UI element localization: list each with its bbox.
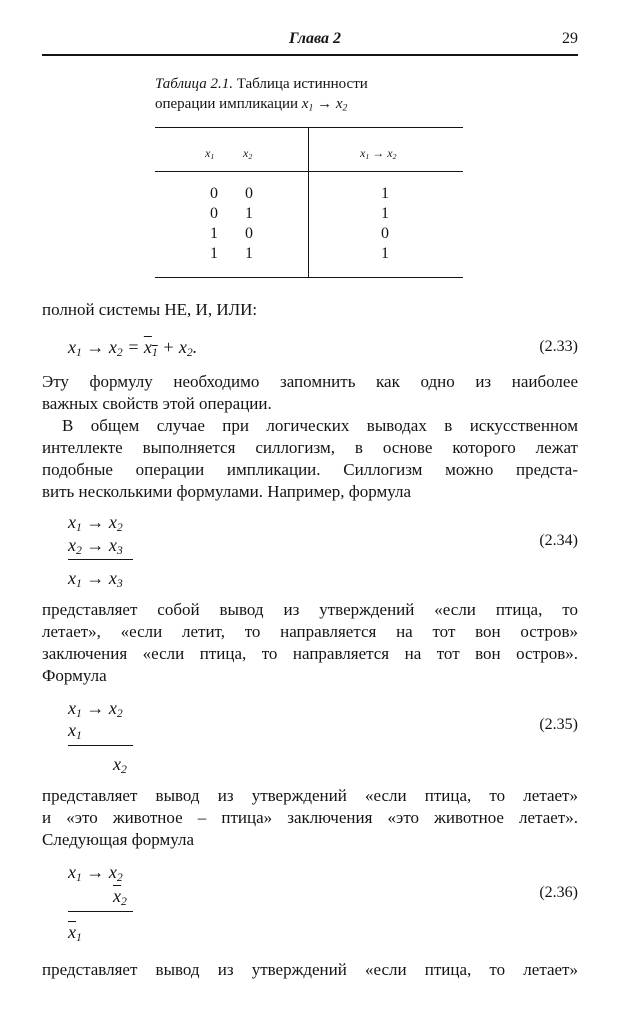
text-line: полной системы НЕ, И, ИЛИ: xyxy=(42,300,258,319)
table-caption-label: Таблица 2.1. xyxy=(155,76,233,92)
formula-rule xyxy=(68,911,133,912)
table-cell: 0 xyxy=(245,185,253,202)
formula-premise: $x_1 \to x_2$ xyxy=(68,512,123,534)
equation-number-2-34: (2.34) xyxy=(539,532,578,549)
table-header-x1: $x_1$ xyxy=(205,146,215,161)
text-line: представляет вывод из утверждений «если птица, то летает» xyxy=(42,960,578,979)
text-line: подобные операции импликации. Силлогизм можно предста- xyxy=(42,460,578,479)
text-line: важных свойств этой операции. xyxy=(42,394,272,413)
text-line: заключения «если птица, то направляется на тот вон остров». xyxy=(42,644,578,663)
equation-number-2-36: (2.36) xyxy=(539,884,578,901)
header-rule xyxy=(42,54,578,56)
table-cell: 1 xyxy=(245,245,253,262)
formula-conclusion: $x_2$ xyxy=(113,754,127,776)
formula-premise: $x_1$ xyxy=(68,720,82,742)
table-cell: 1 xyxy=(381,185,389,202)
table-header-x2: $x_2$ xyxy=(243,146,253,161)
table-head-rule xyxy=(155,171,463,172)
table-cell: 1 xyxy=(210,245,218,262)
text-line: представляет вывод из утверждений «если птица, то летает» xyxy=(42,786,578,805)
text-line: Формула xyxy=(42,666,107,685)
table-caption-line1 xyxy=(155,76,368,93)
formula-premise: $x_1 \to x_2$ xyxy=(68,862,123,884)
text-line: В общем случае при логических выводах в искусственном xyxy=(62,416,578,435)
text-line: представляет собой вывод из утверждений «если птица, то xyxy=(42,600,578,619)
formula-rule xyxy=(68,559,133,560)
table-cell: 1 xyxy=(210,225,218,242)
formula-premise: $x_2 \to x_3$ xyxy=(68,535,123,557)
text-line: интеллекте выполняется силлогизм, в основе которого лежат xyxy=(42,438,578,457)
table-caption-title: Таблица истинности xyxy=(232,76,368,92)
text-line: Следующая формула xyxy=(42,830,194,849)
text-line: Эту формулу необходимо запомнить как одно из наиболее xyxy=(42,372,578,391)
equation-number-2-35: (2.35) xyxy=(539,716,578,733)
formula-conclusion: $x_1 \to x_3$ xyxy=(68,568,123,590)
table-cell: 0 xyxy=(381,225,389,242)
formula-premise: $\overline{x}_2$ xyxy=(113,886,127,908)
formula-2-33: $x_1 \to x_2 = x_1 + x_2$. xyxy=(68,337,198,359)
table-column-divider xyxy=(308,128,309,277)
formula-conclusion: $\overline{x}_1$ xyxy=(68,922,82,944)
text-line: и «это животное – птица» заключения «это животное летает». xyxy=(42,808,578,827)
chapter-title: Глава 2 xyxy=(288,30,342,47)
table-cell: 0 xyxy=(210,205,218,222)
table-cell: 0 xyxy=(210,185,218,202)
table-cell: 0 xyxy=(245,225,253,242)
table-caption-text: операции импликации xyxy=(155,96,299,112)
table-cell: 1 xyxy=(381,245,389,262)
page-number: 29 xyxy=(562,30,578,47)
table-caption-formula: $x_1 \to x_2$ xyxy=(301,96,348,114)
text-line: летает», «если летит, то направляется на тот вон остров» xyxy=(42,622,578,641)
table-cell: 1 xyxy=(245,205,253,222)
table-bottom-rule xyxy=(155,277,463,278)
table-header-result: $x_1 \to x_2$ xyxy=(360,146,397,161)
text-line: вить несколькими формулами. Например, формула xyxy=(42,482,412,501)
table-top-rule xyxy=(155,127,463,128)
formula-rule xyxy=(68,745,133,746)
table-caption-line2 xyxy=(155,96,347,113)
table-cell: 1 xyxy=(381,205,389,222)
formula-premise: $x_1 \to x_2$ xyxy=(68,698,123,720)
equation-number-2-33: (2.33) xyxy=(539,338,578,355)
